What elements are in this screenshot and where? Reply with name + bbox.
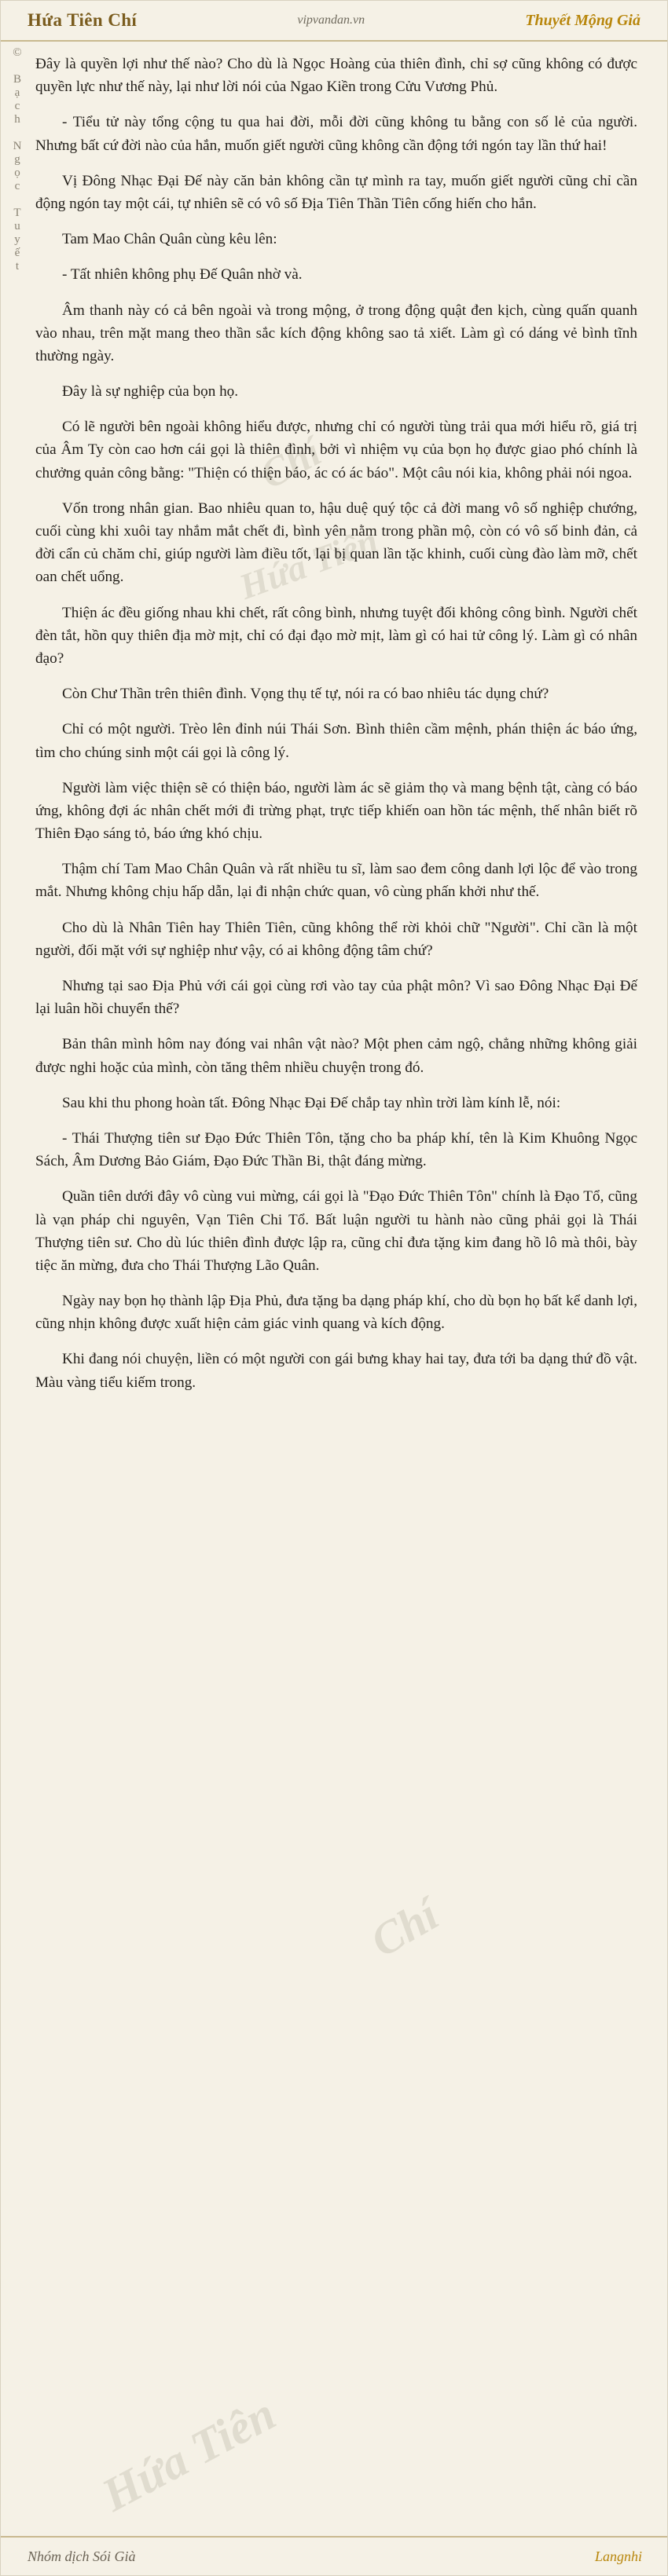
paragraph: Tam Mao Chân Quân cùng kêu lên: [62,231,277,248]
paragraph: Đây là sự nghiệp của bọn họ. [62,383,239,401]
book-title: Hứa Tiên Chí [28,10,138,30]
watermark-4: Hứa Tiên [94,2387,284,2522]
paragraph: - Thái Thượng tiên sư Đạo Đức Thiên Tôn, tặng cho ba pháp khí, tên là Kim Khuông Ngọc Sách, Âm Dương Bảo Giám, Đạo Đức Thần Bi, thật đáng mừng. [35,1129,637,1170]
paragraph: Đây là quyền lợi như thế nào? Cho dù là Ngọc Hoàng của thiên đình, chỉ sợ cũng không có được quyền lực như thế này, lại như lời nói của Ngao Kiền trong Cửu Vương Phủ. [35,56,637,96]
paragraph: Vốn trong nhân gian. Bao nhiêu quan to, hậu duệ quý tộc cả đời mang vô số nghiệp chướng, cuối cùng khi xuôi tay nhắm mắt chết đi, bình yên nằm trong phần mộ, còn có vô số binh đản, cả đời cẩn củ chăm chỉ, giúp người làm điều tốt, lại bị quan lần tặc khinh, cuối cùng đào làm mỡ, chết oan chết uổng. [35,499,637,586]
paragraph: Sau khi thu phong hoàn tất. Đông Nhạc Đại Đế chắp tay nhìn trời làm kính lễ, nói: [62,1094,561,1111]
paragraph: Có lẽ người bên ngoài không hiểu được, nhưng chỉ có người tùng trải qua mới hiểu rõ, giá trị của Âm Ty còn cao hơn cái gọi là thiên đình, bởi vì nhiệm vụ của bọn họ được giao phó chính là chưởng quản công bằng: "Thiện có thiện báo, ác có ác báo". Một câu nói kia, không phải nói ngoa. [35,419,637,481]
site-url: vipvandan.vn [297,13,365,27]
paragraph: Thậm chí Tam Mao Chân Quân và rất nhiều tu sĩ, làm sao đem công danh lợi lộc để vào trong mắt. Nhưng không chịu hấp dẫn, lại đi nhận chức quan, vô cùng phấn khởi như thế. [35,861,637,901]
side-credit: © Bạch Ngọc Tuyết [11,46,24,273]
paragraph: Người làm việc thiện sẽ có thiện báo, người làm ác sẽ giảm thọ và mang bệnh tật, càng có báo ứng, không đợi ác nhân chết mới đi trừng phạt, trực tiếp khiến oan hồn tác mệnh, thế nhân biết rõ Thiên Đạo sáng tỏ, báo ứng khó chịu. [35,779,637,843]
paragraph: Nhưng tại sao Địa Phủ với cái gọi cùng rơi vào tay của phật môn? Vì sao Đông Nhạc Đại Đế lại luân hồi chuyển thế? [35,978,637,1018]
paragraph: - Tiểu tử này tổng cộng tu qua hai đời, mỗi đời cũng không tu bằng con số lẻ của người. Nhưng bất cứ đời nào của hắn, muốn giết người cũng không cần động tới ngón tay lần thứ hai! [35,114,637,154]
paragraph: - Tất nhiên không phụ Đế Quân nhờ và. [62,266,303,284]
watermark-3: Chí [362,1888,447,1967]
page-footer [1,2536,668,2575]
watermark-2: Hứa Tiên [233,520,384,607]
paragraph: Âm thanh này có cả bên ngoài và trong mộng, ở trong động quật đen kịch, cùng quấn quanh vào nhau, trên mặt mang theo thần sắc kích động không sao tả xiết. Làm gì có dáng vẻ bình tĩnh thường ngày. [35,302,637,364]
document-body [1,42,667,1394]
translation-group: Nhóm dịch Sói Già [28,2548,136,2564]
paragraph: Ngày nay bọn họ thành lập Địa Phủ, đưa tặng ba dạng pháp khí, cho dù bọn họ bất kể danh lợi, cũng nhịn không được xuất hiện cảm giác vinh quang và kích động. [35,1293,637,1333]
watermark-1: Chí [253,430,328,498]
paragraph: Còn Chư Thần trên thiên đình. Vọng thụ tế tự, nói ra có bao nhiêu tác dụng chứ? [62,686,549,703]
paragraph: Vị Đông Nhạc Đại Đế này căn bản không cần tự mình ra tay, muốn giết người cũng chỉ cần động ngón tay một cái, tự nhiên sẽ có vô số Địa Tiên Thần Tiên cống hiến cho hắn. [35,172,637,212]
translator-name: Langnhi [594,2548,642,2564]
paragraph: Thiện ác đều giống nhau khi chết, rất công bình, nhưng tuyệt đối không công bình. Người chết đèn tắt, hồn quy thiên địa mờ mịt, chỉ có đại đạo mờ mịt, làm gì có hai tử công lý. Làm gì có nhân đạo? [35,604,637,667]
paragraph: Bản thân mình hôm nay đóng vai nhân vật nào? Một phen cảm ngộ, chẳng những không giải được nghi hoặc của mình, còn tăng thêm nhiều chuyện trong đó. [35,1036,637,1076]
page-header [1,1,667,42]
paragraph: Chỉ có một người. Trèo lên đỉnh núi Thái Sơn. Bình thiên cầm mệnh, phán thiện ác báo ứng, tìm cho chúng sinh một cái gọi là công lý. [35,721,637,761]
paragraph: Quần tiên dưới đây vô cùng vui mừng, cái gọi là "Đạo Đức Thiên Tôn" chính là Đạo Tổ, cũng là vạn pháp chi nguyên, Vạn Tiên Chi Tổ. Bất luận người tu hành nào cũng phải gọi là Thái Thượng tiên sư. Cho dù lúc thiên đình được lập ra, cũng chỉ đưa tặng kim đang hồ lô mà thôi, bày tiệc ăn mừng, đưa cho Thái Thượng Lão Quân. [35,1188,637,1274]
paragraph: Khi đang nói chuyện, liền có một người con gái bưng khay hai tay, đưa tới ba dạng thứ đồ vật. Màu vàng tiểu kiếm trong. [35,1351,637,1391]
paragraph: Cho dù là Nhân Tiên hay Thiên Tiên, cũng không thể rời khỏi chữ "Người". Chỉ cần là một người, đối mặt với sự nghiệp như vậy, có ai không động tâm chứ? [35,919,637,959]
chapter-title: Thuyết Mộng Giả [525,11,640,29]
